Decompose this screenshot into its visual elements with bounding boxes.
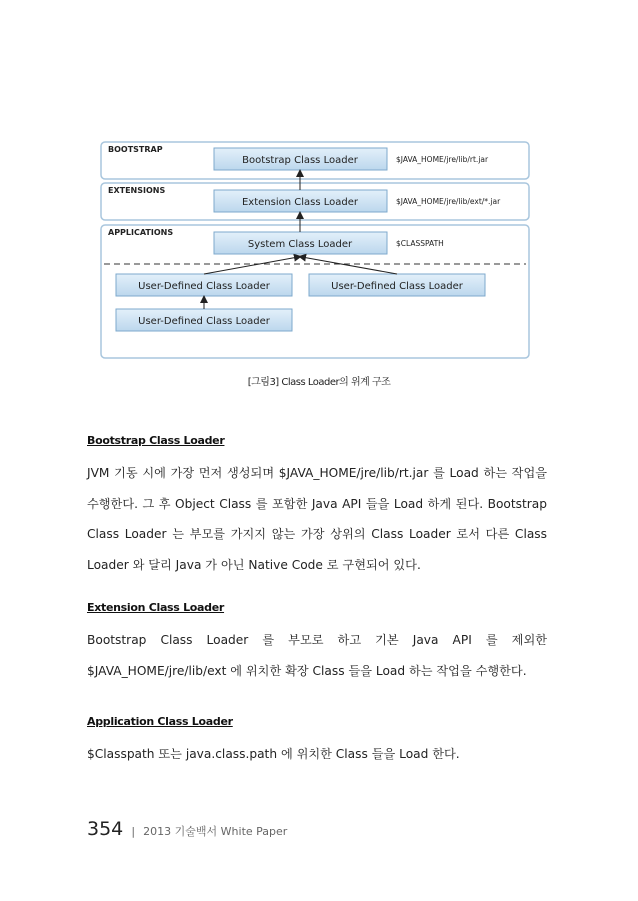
user-defined-loader-label-2: User-Defined Class Loader [331,281,463,292]
system-loader-label: System Class Loader [247,239,353,250]
bootstrap-path-label: $JAVA_HOME/jre/lib/rt.jar [396,155,489,164]
footer-separator: | [131,825,136,838]
application-section [87,715,547,770]
page-number: 354 [87,818,124,840]
page-footer [87,818,287,840]
extension-loader-label: Extension Class Loader [241,197,359,208]
application-heading: Application Class Loader [87,715,233,728]
extension-heading: Extension Class Loader [87,601,225,614]
user-defined-loader-label-3: User-Defined Class Loader [138,316,270,327]
bootstrap-loader-label: Bootstrap Class Loader [242,155,358,166]
extensions-section-label: EXTENSIONS [108,186,166,195]
extension-body: Bootstrap Class Loader 를 부모로 하고 기본 Java API 를 제외한 $JAVA_HOME/jre/lib/ext 에 위치한 확장 Class 들을 Load 하는 작업을 수행한다. [87,633,547,678]
figure-caption: [그림3] Class Loader의 위계 구조 [247,377,391,388]
system-path-label: $CLASSPATH [396,239,444,248]
extension-section [87,601,547,686]
extension-path-label: $JAVA_HOME/jre/lib/ext/*.jar [396,197,501,206]
user-defined-loader-label-1: User-Defined Class Loader [138,281,270,292]
class-loader-hierarchy-diagram [0,0,638,370]
footer-title: 2013 기술백서 White Paper [143,825,288,838]
bootstrap-heading: Bootstrap Class Loader [87,434,225,447]
bootstrap-section-label: BOOTSTRAP [108,145,163,154]
applications-section-label: APPLICATIONS [108,228,174,237]
application-body: $Classpath 또는 java.class.path 에 위치한 Class 들을 Load 한다. [87,747,460,761]
bootstrap-section [87,434,547,580]
bootstrap-body: JVM 기동 시에 가장 먼저 생성되며 $JAVA_HOME/jre/lib/rt.jar 를 Load 하는 작업을 수행한다. 그 후 Object Class 를 포함한 Java API 들을 Load 하게 된다. Bootstrap Class Loader 는 부모를 가지지 않는 가장 상위의 Class Loader 로서 다른 Class Loader 와 달리 Java 가 아닌 Native Code 로 구현되어 있다. [87,466,547,572]
